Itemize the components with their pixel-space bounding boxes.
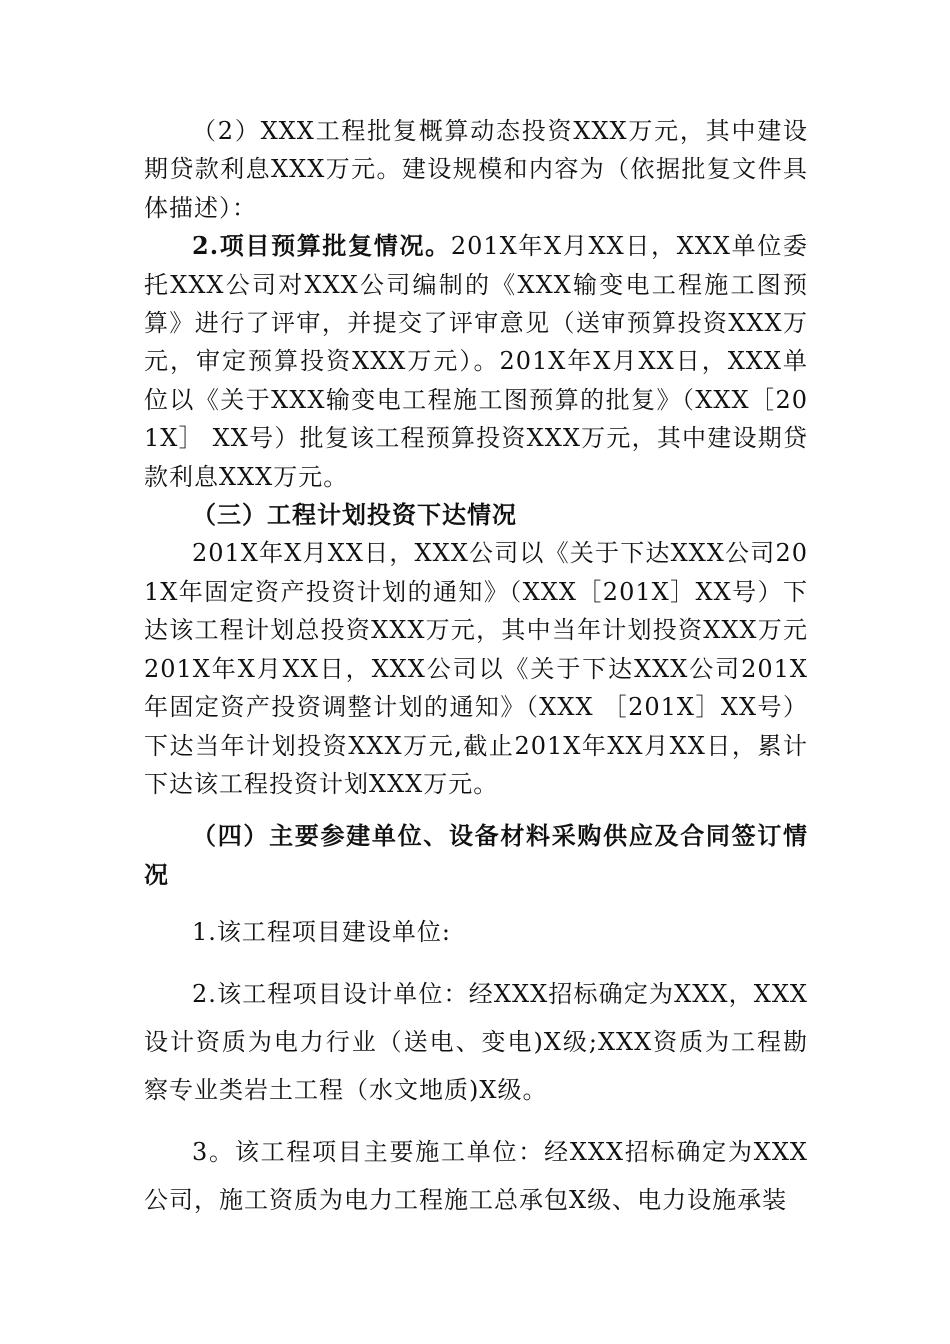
paragraph-construction-unit: 1.该工程项目建设单位: (192, 918, 451, 947)
paragraph-construction-contractor: 3。该工程项目主要施工单位：经XXX招标确定为XXX公司，施工资质为电力工程施工总承包X级、电力设施承装 (144, 1138, 808, 1215)
paragraph-lead-heading: 2.项目预算批复情况。 (192, 231, 451, 261)
section-heading-3: （三）工程计划投资下达情况 (192, 500, 517, 530)
paragraph-body-text: 201X年X月XX日，XXX单位委托XXX公司对XXX公司编制的《XXX输变电工程施工图预算》进行了评审，并提交了评审意见（送审预算投资XXX万元，审定预算投资XXX万元）。201X年X月XX日，XXX单位以《关于XXX输变电工程施工图预算的批复》（XXX［201X］ XX号）批复该工程预算投资XXX万元，其中建设期贷款利息XXX万元。 (144, 232, 808, 491)
document-body (144, 112, 808, 1224)
paragraph-project-budget-approval (144, 227, 808, 496)
paragraph-plan-investment: 201X年X月XX日，XXX公司以《关于下达XXX公司201X年固定资产投资计划的通知》（XXX［201X］XX号）下达该工程计划总投资XXX万元，其中当年计划投资XXX万元201X年X月XX日，XXX公司以《关于下达XXX公司201X年固定资产投资调整计划的通知》（XXX ［201X］XX号）下达当年计划投资XXX万元,截止201X年XX月XX日，累计下达该工程投资计划XXX万元。 (144, 539, 808, 798)
paragraph-design-unit: 2.该工程项目设计单位：经XXX招标确定为XXX，XXX设计资质为电力行业（送电、变电)X级;XXX资质为工程勘察专业类岩土工程（水文地质)X级。 (144, 980, 808, 1105)
paragraph-approved-budget: （2）XXX工程批复概算动态投资XXX万元，其中建设期贷款利息XXX万元。建设规模和内容为（依据批复文件具体描述）： (144, 117, 808, 222)
section-heading-4: （四）主要参建单位、设备材料采购供应及合同签订情况 (144, 821, 808, 889)
